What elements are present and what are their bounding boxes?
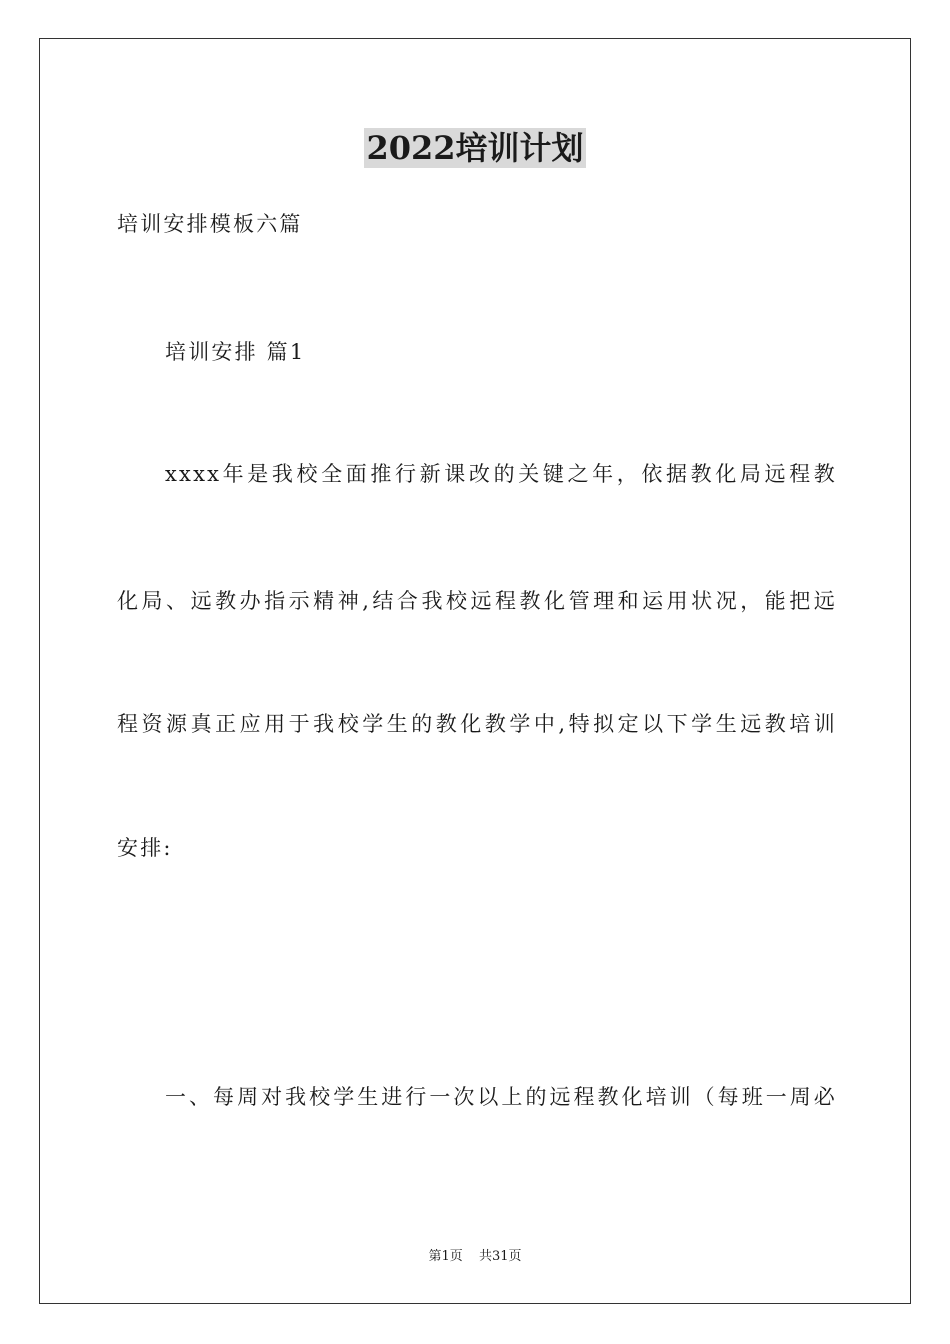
document-title: 2022培训计划 xyxy=(366,129,584,167)
document-subtitle: 培训安排模板六篇 xyxy=(117,212,303,236)
page-number-current: 第1页 xyxy=(428,1249,463,1264)
title-container xyxy=(0,128,950,168)
page-footer xyxy=(0,1248,950,1266)
paragraph-line-1: xxxx年是我校全面推行新课改的关键之年，依据教化局远程教 xyxy=(165,462,837,486)
paragraph-line-2: 化局、远教办指示精神,结合我校远程教化管理和运用状况，能把远 xyxy=(117,589,837,613)
section-heading: 培训安排 篇1 xyxy=(165,340,306,364)
paragraph-line-4: 安排: xyxy=(117,836,173,860)
list-item-1: 一、每周对我校学生进行一次以上的远程教化培训（每班一周必 xyxy=(165,1085,837,1109)
paragraph-line-3: 程资源真正应用于我校学生的教化教学中,特拟定以下学生远教培训 xyxy=(117,712,837,736)
page-number-total: 共31页 xyxy=(478,1249,522,1264)
